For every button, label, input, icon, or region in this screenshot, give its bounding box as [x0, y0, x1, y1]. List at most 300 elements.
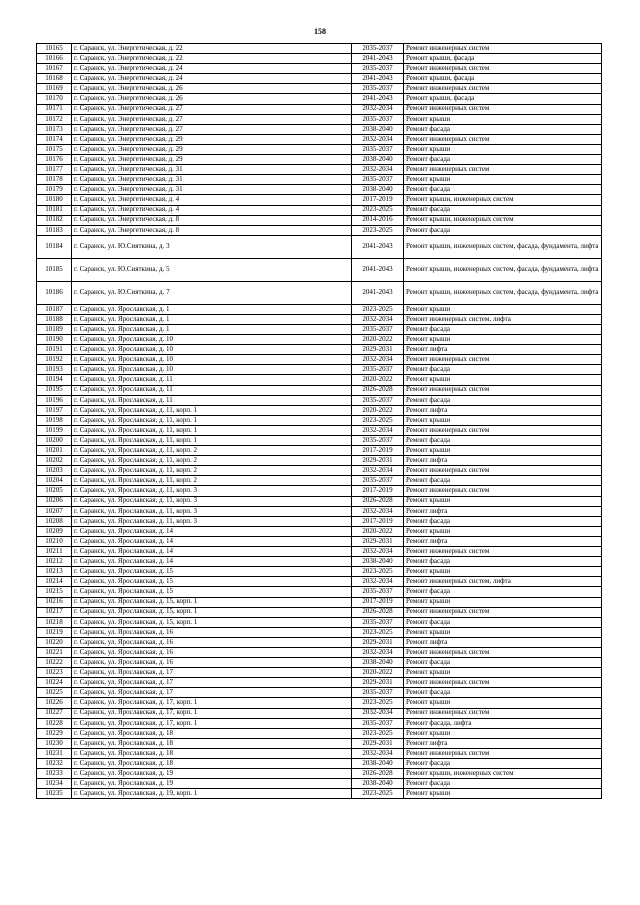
address-cell: г. Саранск, ул. Энергетическая, д. 27 [72, 124, 352, 134]
row-number-cell: 10191 [37, 345, 72, 355]
period-cell: 2032-2034 [352, 708, 404, 718]
address-cell: г. Саранск, ул. Энергетическая, д. 27 [72, 114, 352, 124]
address-cell: г. Саранск, ул. Ярославская, д. 11 [72, 375, 352, 385]
row-number-cell: 10165 [37, 44, 72, 54]
table-row [37, 74, 602, 84]
row-number-cell: 10172 [37, 114, 72, 124]
table-row [37, 647, 602, 657]
address-cell: г. Саранск, ул. Ярославская, д. 15, корп. 1 [72, 597, 352, 607]
period-cell: 2038-2040 [352, 759, 404, 769]
table-row [37, 597, 602, 607]
table-row [37, 64, 602, 74]
address-cell: г. Саранск, ул. Энергетическая, д. 27 [72, 104, 352, 114]
row-number-cell: 10184 [37, 235, 72, 258]
row-number-cell: 10177 [37, 165, 72, 175]
row-number-cell: 10213 [37, 567, 72, 577]
table-row [37, 345, 602, 355]
row-number-cell: 10227 [37, 708, 72, 718]
row-number-cell: 10178 [37, 175, 72, 185]
period-cell: 2026-2028 [352, 496, 404, 506]
period-cell: 2035-2037 [352, 718, 404, 728]
work-type-cell: Ремонт крыши [404, 415, 602, 425]
row-number-cell: 10207 [37, 506, 72, 516]
table-row [37, 425, 602, 435]
work-type-cell: Ремонт фасада, лифта [404, 718, 602, 728]
address-cell: г. Саранск, ул. Ярославская, д. 16 [72, 627, 352, 637]
address-cell: г. Саранск, ул. Ярославская, д. 17, корп. 1 [72, 698, 352, 708]
row-number-cell: 10228 [37, 718, 72, 728]
period-cell: 2035-2037 [352, 395, 404, 405]
row-number-cell: 10226 [37, 698, 72, 708]
row-number-cell: 10225 [37, 688, 72, 698]
row-number-cell: 10196 [37, 395, 72, 405]
work-type-cell: Ремонт фасада [404, 759, 602, 769]
table-row [37, 84, 602, 94]
table-row [37, 195, 602, 205]
address-cell: г. Саранск, ул. Энергетическая, д. 31 [72, 175, 352, 185]
period-cell: 2035-2037 [352, 114, 404, 124]
row-number-cell: 10192 [37, 355, 72, 365]
address-cell: г. Саранск, ул. Ярославская, д. 11, корп. 1 [72, 415, 352, 425]
work-type-cell: Ремонт лифта [404, 456, 602, 466]
period-cell: 2026-2028 [352, 769, 404, 779]
table-row [37, 516, 602, 526]
table-row [37, 658, 602, 668]
address-cell: г. Саранск, ул. Ю.Сияткина, д. 3 [72, 235, 352, 258]
period-cell: 2041-2043 [352, 281, 404, 304]
address-cell: г. Саранск, ул. Ярославская, д. 16 [72, 647, 352, 657]
work-type-cell: Ремонт крыши [404, 335, 602, 345]
row-number-cell: 10166 [37, 54, 72, 64]
table-row [37, 324, 602, 334]
period-cell: 2026-2028 [352, 607, 404, 617]
row-number-cell: 10175 [37, 144, 72, 154]
period-cell: 2023-2025 [352, 627, 404, 637]
address-cell: г. Саранск, ул. Ярославская, д. 11, корп. 1 [72, 405, 352, 415]
table-row [37, 281, 602, 304]
table-row [37, 124, 602, 134]
address-cell: г. Саранск, ул. Ярославская, д. 10 [72, 345, 352, 355]
table-row [37, 678, 602, 688]
work-type-cell: Ремонт крыши, инженерных систем [404, 195, 602, 205]
table-row [37, 789, 602, 799]
address-cell: г. Саранск, ул. Ярославская, д. 18 [72, 759, 352, 769]
address-cell: г. Саранск, ул. Ярославская, д. 18 [72, 748, 352, 758]
period-cell: 2038-2040 [352, 557, 404, 567]
address-cell: г. Саранск, ул. Энергетическая, д. 29 [72, 155, 352, 165]
work-type-cell: Ремонт крыши [404, 144, 602, 154]
address-cell: г. Саранск, ул. Ярославская, д. 11, корп. 3 [72, 486, 352, 496]
row-number-cell: 10220 [37, 637, 72, 647]
period-cell: 2038-2040 [352, 124, 404, 134]
period-cell: 2020-2022 [352, 405, 404, 415]
address-cell: г. Саранск, ул. Ярославская, д. 11 [72, 395, 352, 405]
address-cell: г. Саранск, ул. Энергетическая, д. 31 [72, 165, 352, 175]
row-number-cell: 10205 [37, 486, 72, 496]
work-type-cell: Ремонт инженерных систем [404, 355, 602, 365]
table-row [37, 175, 602, 185]
work-type-cell: Ремонт крыши [404, 446, 602, 456]
table-row [37, 577, 602, 587]
work-type-cell: Ремонт фасада [404, 436, 602, 446]
work-type-cell: Ремонт крыши, фасада [404, 54, 602, 64]
row-number-cell: 10218 [37, 617, 72, 627]
work-type-cell: Ремонт инженерных систем [404, 647, 602, 657]
work-type-cell: Ремонт крыши, инженерных систем [404, 769, 602, 779]
period-cell: 2035-2037 [352, 44, 404, 54]
table-row [37, 607, 602, 617]
period-cell: 2041-2043 [352, 235, 404, 258]
address-cell: г. Саранск, ул. Энергетическая, д. 26 [72, 94, 352, 104]
table-row [37, 215, 602, 225]
row-number-cell: 10168 [37, 74, 72, 84]
row-number-cell: 10190 [37, 335, 72, 345]
row-number-cell: 10212 [37, 557, 72, 567]
period-cell: 2023-2025 [352, 728, 404, 738]
row-number-cell: 10179 [37, 185, 72, 195]
row-number-cell: 10214 [37, 577, 72, 587]
row-number-cell: 10231 [37, 748, 72, 758]
work-type-cell: Ремонт инженерных систем [404, 104, 602, 114]
table-row [37, 486, 602, 496]
table-row [37, 627, 602, 637]
address-cell: г. Саранск, ул. Ярославская, д. 11, корп. 2 [72, 456, 352, 466]
work-type-cell: Ремонт инженерных систем [404, 708, 602, 718]
work-type-cell: Ремонт инженерных систем [404, 425, 602, 435]
work-type-cell: Ремонт инженерных систем [404, 134, 602, 144]
address-cell: г. Саранск, ул. Ярославская, д. 17, корп. 1 [72, 708, 352, 718]
row-number-cell: 10182 [37, 215, 72, 225]
row-number-cell: 10193 [37, 365, 72, 375]
row-number-cell: 10223 [37, 668, 72, 678]
period-cell: 2023-2025 [352, 698, 404, 708]
period-cell: 2041-2043 [352, 94, 404, 104]
table-row [37, 185, 602, 195]
period-cell: 2017-2019 [352, 597, 404, 607]
table-row [37, 415, 602, 425]
work-type-cell: Ремонт крыши [404, 698, 602, 708]
work-type-cell: Ремонт лифта [404, 506, 602, 516]
address-cell: г. Саранск, ул. Ярославская, д. 14 [72, 536, 352, 546]
address-cell: г. Саранск, ул. Энергетическая, д. 26 [72, 84, 352, 94]
address-cell: г. Саранск, ул. Ярославская, д. 19 [72, 769, 352, 779]
row-number-cell: 10210 [37, 536, 72, 546]
period-cell: 2035-2037 [352, 476, 404, 486]
period-cell: 2035-2037 [352, 84, 404, 94]
work-type-cell: Ремонт инженерных систем [404, 165, 602, 175]
address-cell: г. Саранск, ул. Ярославская, д. 15, корп. 1 [72, 617, 352, 627]
table-row [37, 688, 602, 698]
table-row [37, 668, 602, 678]
table-row [37, 536, 602, 546]
address-cell: г. Саранск, ул. Энергетическая, д. 29 [72, 134, 352, 144]
work-type-cell: Ремонт инженерных систем [404, 84, 602, 94]
period-cell: 2038-2040 [352, 155, 404, 165]
row-number-cell: 10208 [37, 516, 72, 526]
address-cell: г. Саранск, ул. Ярославская, д. 15, корп. 1 [72, 607, 352, 617]
address-cell: г. Саранск, ул. Ярославская, д. 11 [72, 385, 352, 395]
row-number-cell: 10221 [37, 647, 72, 657]
table-row [37, 759, 602, 769]
row-number-cell: 10217 [37, 607, 72, 617]
address-cell: г. Саранск, ул. Ярославская, д. 11, корп. 2 [72, 466, 352, 476]
work-type-cell: Ремонт крыши [404, 175, 602, 185]
period-cell: 2023-2025 [352, 415, 404, 425]
address-cell: г. Саранск, ул. Ярославская, д. 17 [72, 668, 352, 678]
period-cell: 2017-2019 [352, 516, 404, 526]
table-row [37, 526, 602, 536]
row-number-cell: 10198 [37, 415, 72, 425]
work-type-cell: Ремонт лифта [404, 536, 602, 546]
period-cell: 2029-2031 [352, 637, 404, 647]
row-number-cell: 10199 [37, 425, 72, 435]
table-row [37, 314, 602, 324]
address-cell: г. Саранск, ул. Ю.Сияткина, д. 7 [72, 281, 352, 304]
row-number-cell: 10203 [37, 466, 72, 476]
table-row [37, 456, 602, 466]
table-body [37, 44, 602, 799]
work-type-cell: Ремонт инженерных систем, лифта [404, 314, 602, 324]
repair-schedule-table [36, 43, 602, 799]
period-cell: 2032-2034 [352, 314, 404, 324]
work-type-cell: Ремонт крыши [404, 789, 602, 799]
period-cell: 2032-2034 [352, 355, 404, 365]
period-cell: 2020-2022 [352, 526, 404, 536]
period-cell: 2035-2037 [352, 365, 404, 375]
table-row [37, 304, 602, 314]
period-cell: 2020-2022 [352, 375, 404, 385]
work-type-cell: Ремонт крыши [404, 668, 602, 678]
table-row [37, 225, 602, 235]
row-number-cell: 10230 [37, 738, 72, 748]
period-cell: 2023-2025 [352, 225, 404, 235]
period-cell: 2032-2034 [352, 547, 404, 557]
period-cell: 2029-2031 [352, 456, 404, 466]
work-type-cell: Ремонт крыши [404, 597, 602, 607]
row-number-cell: 10195 [37, 385, 72, 395]
work-type-cell: Ремонт фасада [404, 365, 602, 375]
table-row [37, 114, 602, 124]
address-cell: г. Саранск, ул. Ярославская, д. 17, корп. 1 [72, 718, 352, 728]
table-row [37, 587, 602, 597]
work-type-cell: Ремонт крыши, инженерных систем, фасада, фундамента, лифта [404, 258, 602, 281]
period-cell: 2020-2022 [352, 335, 404, 345]
period-cell: 2041-2043 [352, 54, 404, 64]
work-type-cell: Ремонт крыши, инженерных систем, фасада, фундамента, лифта [404, 235, 602, 258]
period-cell: 2035-2037 [352, 436, 404, 446]
row-number-cell: 10187 [37, 304, 72, 314]
table-row [37, 718, 602, 728]
table-row [37, 155, 602, 165]
work-type-cell: Ремонт инженерных систем [404, 547, 602, 557]
address-cell: г. Саранск, ул. Ярославская, д. 19, корп. 1 [72, 789, 352, 799]
address-cell: г. Саранск, ул. Ярославская, д. 14 [72, 547, 352, 557]
address-cell: г. Саранск, ул. Ярославская, д. 14 [72, 526, 352, 536]
table-row [37, 436, 602, 446]
address-cell: г. Саранск, ул. Ярославская, д. 11, корп. 2 [72, 476, 352, 486]
work-type-cell: Ремонт инженерных систем [404, 607, 602, 617]
work-type-cell: Ремонт инженерных систем [404, 44, 602, 54]
work-type-cell: Ремонт инженерных систем [404, 64, 602, 74]
period-cell: 2032-2034 [352, 134, 404, 144]
address-cell: г. Саранск, ул. Ярославская, д. 11, корп. 2 [72, 446, 352, 456]
row-number-cell: 10188 [37, 314, 72, 324]
table-row [37, 748, 602, 758]
period-cell: 2032-2034 [352, 104, 404, 114]
work-type-cell: Ремонт лифта [404, 345, 602, 355]
row-number-cell: 10200 [37, 436, 72, 446]
table-row [37, 134, 602, 144]
work-type-cell: Ремонт фасада [404, 587, 602, 597]
period-cell: 2038-2040 [352, 658, 404, 668]
row-number-cell: 10235 [37, 789, 72, 799]
work-type-cell: Ремонт крыши, фасада [404, 74, 602, 84]
table-row [37, 385, 602, 395]
table-row [37, 104, 602, 114]
table-row [37, 335, 602, 345]
table-row [37, 395, 602, 405]
row-number-cell: 10185 [37, 258, 72, 281]
row-number-cell: 10234 [37, 779, 72, 789]
work-type-cell: Ремонт крыши, инженерных систем, фасада, фундамента, лифта [404, 281, 602, 304]
table-row [37, 466, 602, 476]
address-cell: г. Саранск, ул. Ярославская, д. 1 [72, 304, 352, 314]
period-cell: 2032-2034 [352, 647, 404, 657]
period-cell: 2023-2025 [352, 304, 404, 314]
period-cell: 2017-2019 [352, 446, 404, 456]
table-row [37, 637, 602, 647]
table-row [37, 355, 602, 365]
address-cell: г. Саранск, ул. Ярославская, д. 17 [72, 688, 352, 698]
address-cell: г. Саранск, ул. Ярославская, д. 1 [72, 314, 352, 324]
period-cell: 2032-2034 [352, 466, 404, 476]
table-row [37, 738, 602, 748]
address-cell: г. Саранск, ул. Ярославская, д. 11, корп. 1 [72, 425, 352, 435]
row-number-cell: 10171 [37, 104, 72, 114]
period-cell: 2023-2025 [352, 789, 404, 799]
row-number-cell: 10189 [37, 324, 72, 334]
work-type-cell: Ремонт фасада [404, 516, 602, 526]
period-cell: 2038-2040 [352, 185, 404, 195]
address-cell: г. Саранск, ул. Энергетическая, д. 4 [72, 205, 352, 215]
period-cell: 2041-2043 [352, 74, 404, 84]
work-type-cell: Ремонт фасада [404, 124, 602, 134]
period-cell: 2023-2025 [352, 567, 404, 577]
work-type-cell: Ремонт фасада [404, 155, 602, 165]
table-row [37, 506, 602, 516]
period-cell: 2029-2031 [352, 738, 404, 748]
work-type-cell: Ремонт крыши [404, 496, 602, 506]
work-type-cell: Ремонт фасада [404, 779, 602, 789]
page-number: 158 [314, 27, 326, 36]
work-type-cell: Ремонт крыши [404, 114, 602, 124]
row-number-cell: 10224 [37, 678, 72, 688]
table-row [37, 547, 602, 557]
table-row [37, 165, 602, 175]
address-cell: г. Саранск, ул. Ярославская, д. 16 [72, 658, 352, 668]
row-number-cell: 10173 [37, 124, 72, 134]
table-row [37, 698, 602, 708]
address-cell: г. Саранск, ул. Энергетическая, д. 24 [72, 74, 352, 84]
work-type-cell: Ремонт фасада [404, 658, 602, 668]
period-cell: 2026-2028 [352, 385, 404, 395]
row-number-cell: 10232 [37, 759, 72, 769]
row-number-cell: 10215 [37, 587, 72, 597]
address-cell: г. Саранск, ул. Ярославская, д. 17 [72, 678, 352, 688]
work-type-cell: Ремонт фасада [404, 557, 602, 567]
period-cell: 2029-2031 [352, 678, 404, 688]
row-number-cell: 10222 [37, 658, 72, 668]
work-type-cell: Ремонт лифта [404, 738, 602, 748]
work-type-cell: Ремонт фасада [404, 225, 602, 235]
table-row [37, 708, 602, 718]
address-cell: г. Саранск, ул. Ярославская, д. 18 [72, 728, 352, 738]
table-row [37, 54, 602, 64]
work-type-cell: Ремонт крыши [404, 304, 602, 314]
row-number-cell: 10202 [37, 456, 72, 466]
address-cell: г. Саранск, ул. Ярославская, д. 1 [72, 324, 352, 334]
table-row [37, 405, 602, 415]
address-cell: г. Саранск, ул. Ю.Сияткина, д. 5 [72, 258, 352, 281]
row-number-cell: 10206 [37, 496, 72, 506]
table-row [37, 567, 602, 577]
address-cell: г. Саранск, ул. Ярославская, д. 10 [72, 335, 352, 345]
address-cell: г. Саранск, ул. Ярославская, д. 15 [72, 587, 352, 597]
row-number-cell: 10169 [37, 84, 72, 94]
work-type-cell: Ремонт фасада [404, 395, 602, 405]
table-row [37, 144, 602, 154]
address-cell: г. Саранск, ул. Ярославская, д. 11, корп. 3 [72, 506, 352, 516]
row-number-cell: 10201 [37, 446, 72, 456]
table-row [37, 205, 602, 215]
row-number-cell: 10209 [37, 526, 72, 536]
period-cell: 2035-2037 [352, 688, 404, 698]
period-cell: 2035-2037 [352, 324, 404, 334]
work-type-cell: Ремонт инженерных систем [404, 385, 602, 395]
table-row [37, 779, 602, 789]
address-cell: г. Саранск, ул. Энергетическая, д. 8 [72, 215, 352, 225]
work-type-cell: Ремонт лифта [404, 405, 602, 415]
period-cell: 2038-2040 [352, 779, 404, 789]
address-cell: г. Саранск, ул. Ярославская, д. 10 [72, 355, 352, 365]
work-type-cell: Ремонт лифта [404, 637, 602, 647]
address-cell: г. Саранск, ул. Ярославская, д. 15 [72, 567, 352, 577]
work-type-cell: Ремонт крыши [404, 526, 602, 536]
address-cell: г. Саранск, ул. Энергетическая, д. 24 [72, 64, 352, 74]
address-cell: г. Саранск, ул. Энергетическая, д. 22 [72, 54, 352, 64]
period-cell: 2023-2025 [352, 205, 404, 215]
period-cell: 2017-2019 [352, 486, 404, 496]
table-row [37, 617, 602, 627]
row-number-cell: 10176 [37, 155, 72, 165]
period-cell: 2014-2016 [352, 215, 404, 225]
table-row [37, 769, 602, 779]
work-type-cell: Ремонт фасада [404, 688, 602, 698]
address-cell: г. Саранск, ул. Энергетическая, д. 4 [72, 195, 352, 205]
address-cell: г. Саранск, ул. Ярославская, д. 19 [72, 779, 352, 789]
period-cell: 2035-2037 [352, 144, 404, 154]
address-cell: г. Саранск, ул. Энергетическая, д. 22 [72, 44, 352, 54]
table-row [37, 557, 602, 567]
period-cell: 2032-2034 [352, 577, 404, 587]
row-number-cell: 10233 [37, 769, 72, 779]
work-type-cell: Ремонт крыши [404, 567, 602, 577]
period-cell: 2017-2019 [352, 195, 404, 205]
row-number-cell: 10194 [37, 375, 72, 385]
table-row [37, 728, 602, 738]
table-row [37, 375, 602, 385]
row-number-cell: 10229 [37, 728, 72, 738]
